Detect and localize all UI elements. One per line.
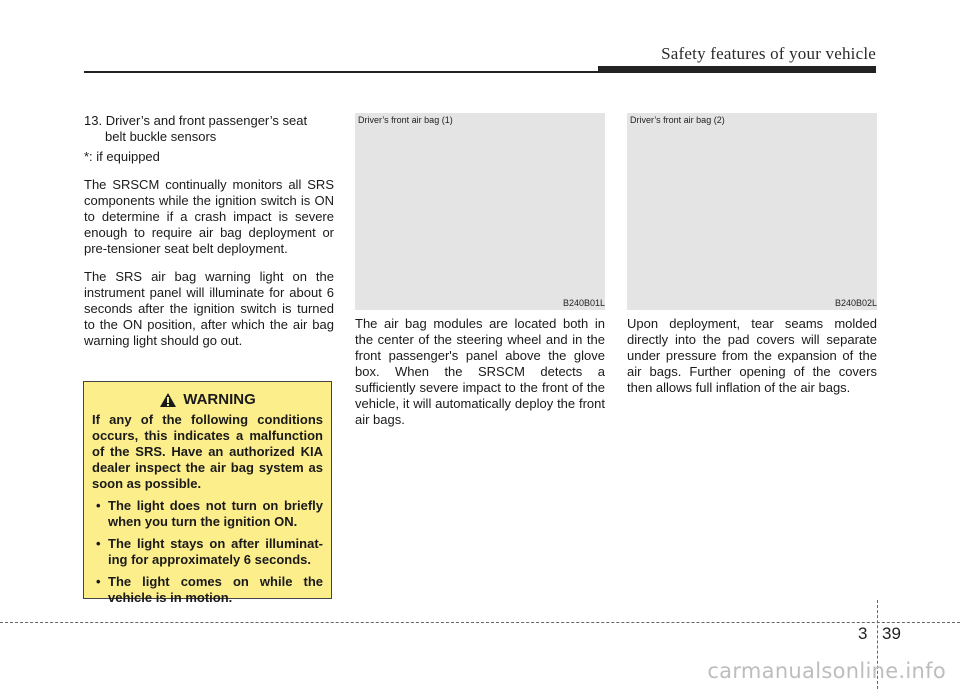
- equipped-note: *: if equipped: [84, 149, 160, 164]
- list-item-13: [84, 113, 334, 145]
- list-item: • The light does not turn on briefly when you turn the ignition ON.: [92, 498, 323, 530]
- warning-list: [92, 498, 323, 606]
- figure-caption: Driver’s front air bag (1): [358, 115, 453, 125]
- watermark: carmanualsonline.info: [707, 659, 946, 683]
- paragraph-module-location: The air bag modules are located both in the center of the steering wheel and in the front passenger's panel above the glove box. When the SRSCM detects a sufficiently severe impact to the front of the vehicle, it will automatically deploy the front air bags.: [355, 316, 605, 427]
- warning-triangle-icon: [159, 392, 177, 408]
- item-text-line2: belt buckle sensors: [105, 129, 217, 144]
- paragraph-srscm: The SRSCM continually monitors all SRS components while the ignition switch is ON to determine if a crash impact is severe enough to require air bag deployment or pre-tensioner seat belt deployment.: [84, 177, 334, 256]
- left-column: [84, 113, 334, 361]
- paragraph-deployment: Upon deployment, tear seams molded directly into the pad covers will separate under pressure from the expansion of the air bags. Further opening of the covers then allows full inflation of the air bags.: [627, 316, 877, 395]
- paragraph-warning-light: The SRS air bag warning light on the instrument panel will illuminate for about 6 seconds after the ignition switch is turned to the ON position, after which the air bag warning light should go out.: [84, 269, 334, 348]
- chapter-number: 3: [858, 624, 868, 643]
- page-number: 39: [882, 624, 901, 643]
- middle-column: [355, 316, 605, 428]
- list-item: • The light stays on after illuminat-ing for approximately 6 seconds.: [92, 536, 323, 568]
- figure-code: B240B01L: [562, 298, 605, 308]
- warning-intro: If any of the following conditions occurs, this indicates a malfunction of the SRS. Have an authorized KIA dealer inspect the air bag system as soon as possible.: [92, 412, 323, 491]
- page-section-title: Safety features of your vehicle: [661, 44, 876, 63]
- figure-drivers-air-bag-2: [627, 113, 877, 310]
- warning-box: [83, 381, 332, 605]
- figure-drivers-air-bag-1: [355, 113, 605, 310]
- list-item: • The light comes on while the vehicle is in motion.: [92, 574, 323, 606]
- figure-caption: Driver’s front air bag (2): [630, 115, 725, 125]
- item-text-line1: Driver’s and front passenger’s seat: [105, 113, 308, 128]
- item-number: 13.: [84, 113, 103, 128]
- header-rule-accent: [598, 66, 876, 73]
- footer-rule: [0, 622, 960, 623]
- warning-title: WARNING: [183, 391, 256, 408]
- right-column: [627, 316, 877, 396]
- figure-code: B240B02L: [834, 298, 877, 308]
- warning-header: [92, 392, 323, 408]
